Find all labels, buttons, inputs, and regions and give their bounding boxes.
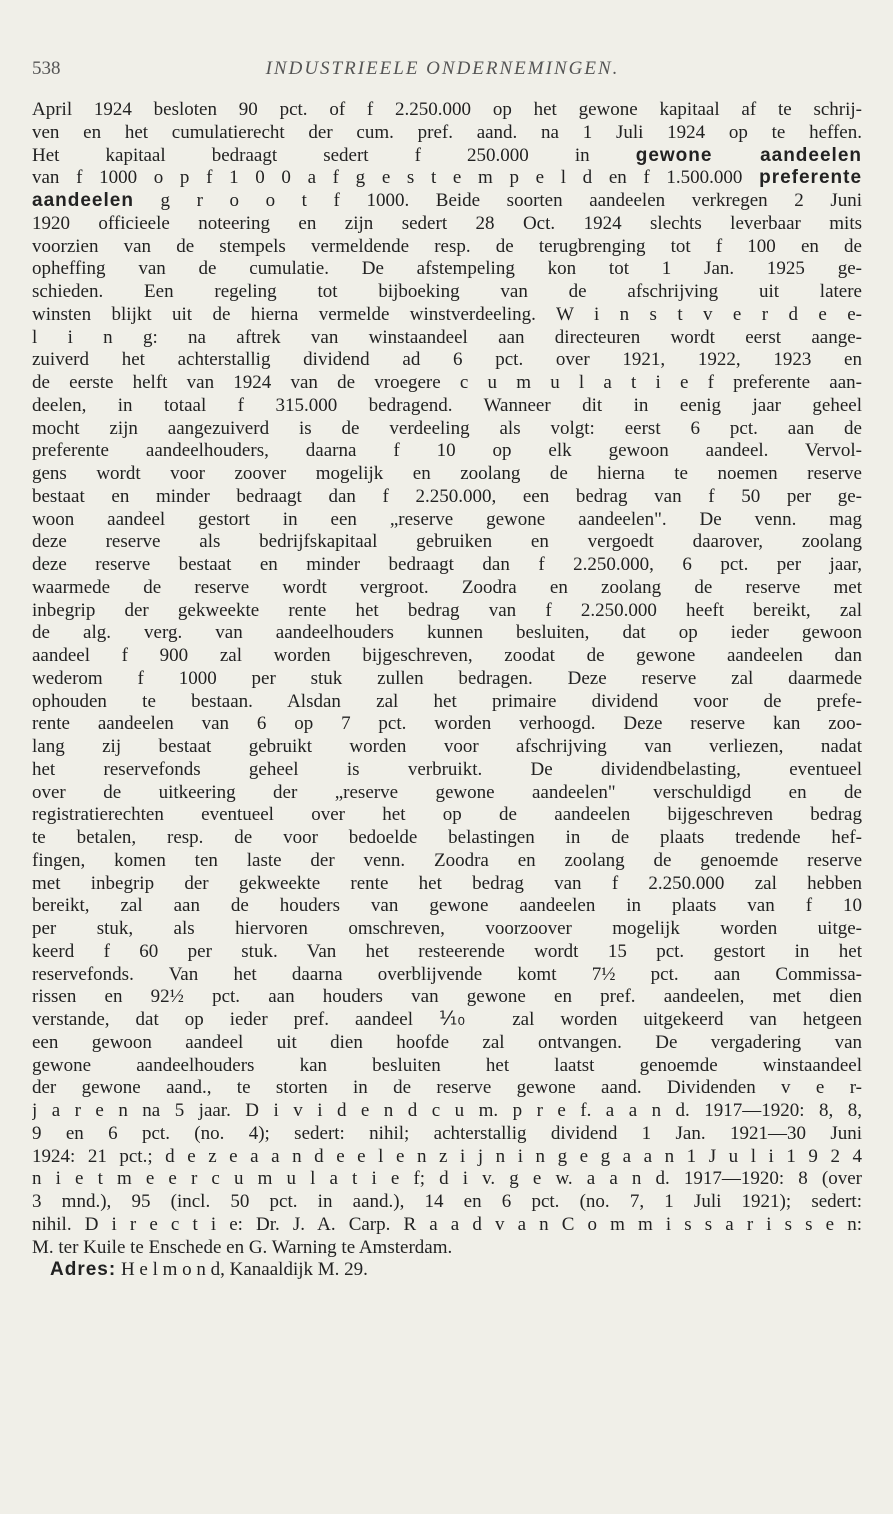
text-fragment: g r o o t f 1000. Beide soorten aandeelen verkregen 2 Juni [160,190,862,211]
text-line: deze reserve bestaat en minder bedraagt dan f 2.250.000, 6 pct. per jaar, [32,554,862,575]
text-line: gens wordt voor zoover mogelijk en zoolang de hierna te noemen reserve [32,463,862,484]
bold-term: preferente [759,167,862,189]
text-line: schieden. Een regeling tot bijboeking van de afschrijving uit latere [32,281,862,302]
text-line: 1920 officieele noteering en zijn sedert 28 Oct. 1924 slechts leverbaar mits [32,212,862,234]
page-header [32,58,853,84]
text-line: gewone aandeelhouders kan besluiten het laatst genoemde winstaandeel [32,1054,862,1076]
text-line: de eerste helft van 1924 van de vroegere c u m u l a t i e f preferente aan- [32,372,862,393]
text-line: l i n g: na aftrek van winstaandeel aan directeuren wordt eerst aange- [32,326,862,348]
text-line: verstande, dat op ieder pref. aandeel ⅒ zal worden uitgekeerd van hetgeen [32,1009,862,1030]
page-number: 538 [32,58,61,79]
text-line: keerd f 60 per stuk. Van het resteerende wordt 15 pct. gestort in het [32,940,862,962]
text-line: deze reserve als bedrijfskapitaal gebruiken en vergoedt daarover, zoolang [32,531,862,553]
text-line: te betalen, resp. de voor bedoelde belastingen in de plaats tredende hef- [32,827,862,848]
body-text [32,99,862,1282]
text-line [32,145,862,168]
text-line: lang zij bestaat gebruikt worden voor afschrijving van verliezen, nadat [32,736,862,757]
text-line: voorzien van de stempels vermeldende resp. de terugbrenging tot f 100 en de [32,235,862,257]
text-line: rissen en 92½ pct. aan houders van gewone en pref. aandeelen, met dien [32,986,862,1008]
text-line: der gewone aand., te storten in de reserve gewone aand. Dividenden v e r- [32,1077,862,1099]
text-line: M. ter Kuile te Enschede en G. Warning te Amsterdam. [32,1236,453,1258]
text-line: deelen, in totaal f 315.000 bedragend. Wanneer dit in eenig jaar geheel [32,394,862,416]
text-line [32,190,862,213]
text-line: inbegrip der gekweekte rente het bedrag van f 2.250.000 heeft bereikt, zal [32,599,862,621]
text-line: winsten blijkt uit de hierna vermelde winstverdeeling. W i n s t v e r d e e- [32,303,862,325]
text-line: reservefonds. Van het daarna overblijvende komt 7½ pct. aan Commissa- [32,963,862,985]
text-line: 3 mnd.), 95 (incl. 50 pct. in aand.), 14 en 6 pct. (no. 7, 1 Juli 1921); sedert: [32,1191,862,1212]
text-line: nihil. D i r e c t i e: Dr. J. A. Carp. R a a d v a n C o m m i s s a r i s s e n: [32,1213,862,1235]
text-line: zuiverd het achterstallig dividend ad 6 pct. over 1921, 1922, 1923 en [32,349,862,371]
text-line: j a r e n na 5 jaar. D i v i d e n d c u m. p r e f. a a n d. 1917—1920: 8, 8, [32,1100,862,1121]
text-line: April 1924 besloten 90 pct. of f 2.250.000 op het gewone kapitaal af te schrij- [32,99,862,120]
text-line: ophouden te bestaan. Alsdan zal het primaire dividend voor de prefe- [32,690,862,712]
address-line [32,1259,862,1282]
text-line: 9 en 6 pct. (no. 4); sedert: nihil; achterstallig dividend 1 Jan. 1921—30 Juni [32,1122,862,1144]
text-line: het reservefonds geheel is verbruikt. De dividendbelasting, eventueel [32,758,862,780]
text-line: waarmede de reserve wordt vergroot. Zoodra en zoolang de reserve met [32,576,862,598]
text-line: registratierechten eventueel over het op de aandeelen bijgeschreven bedrag [32,804,862,826]
text-line: preferente aandeelhouders, daarna f 10 op elk gewoon aandeel. Vervol- [32,440,862,462]
text-line: opheffing van de cumulatie. De afstempeling kon tot 1 Jan. 1925 ge- [32,258,862,280]
text-line: ven en het cumulatierecht der cum. pref. aand. na 1 Juli 1924 op te heffen. [32,121,862,143]
text-line: per stuk, als hiervoren omschreven, voorzoover mogelijk worden uitge- [32,918,862,939]
text-line: een gewoon aandeel uit dien hoofde zal ontvangen. De vergadering van [32,1031,862,1053]
text-line: de alg. verg. van aandeelhouders kunnen besluiten, dat op ieder gewoon [32,622,862,644]
text-line: mocht zijn aangezuiverd is de verdeeling als volgt: eerst 6 pct. aan de [32,417,862,439]
text-line: woon aandeel gestort in een „reserve gewone aandeelen". De venn. mag [32,508,862,530]
text-line: rente aandeelen van 6 op 7 pct. worden verhoogd. Deze reserve kan zoo- [32,713,862,735]
address-value: H e l m o n d, Kanaaldijk M. 29. [120,1259,368,1281]
text-line: n i e t m e e r c u m u l a t i e f; d i v. g e w. a a n d. 1917—1920: 8 (over [32,1168,862,1190]
text-fragment: van f 1000 o p f 1 0 0 a f g e s t e m p e l d en f 1.500.000 [32,167,743,189]
text-line: 1924: 21 pct.; d e z e a a n d e e l e n z i j n i n g e g a a n 1 J u l i 1 9 2 4 [32,1145,862,1167]
text-line [32,167,862,190]
text-line: over de uitkeering der „reserve gewone aandeelen" verschuldigd en de [32,781,862,803]
bold-term: gewone aandeelen [635,144,862,166]
bold-term: aandeelen [32,190,134,211]
address-label: Adres: [50,1259,117,1281]
text-line: aandeel f 900 zal worden bijgeschreven, zoodat de gewone aandeelen dan [32,645,862,666]
text-line: wederom f 1000 per stuk zullen bedragen. Deze reserve zal daarmede [32,667,862,689]
text-line: bereikt, zal aan de houders van gewone aandeelen in plaats van f 10 [32,895,862,917]
text-line: met inbegrip der gekweekte rente het bedrag van f 2.250.000 zal hebben [32,872,862,894]
text-fragment: Het kapitaal bedraagt sedert f 250.000 in [32,144,590,166]
text-line: fingen, komen ten laste der venn. Zoodra en zoolang de genoemde reserve [32,849,862,871]
running-title: INDUSTRIEELE ONDERNEMINGEN. [265,58,620,79]
text-line: bestaat en minder bedraagt dan f 2.250.000, een bedrag van f 50 per ge- [32,485,862,507]
